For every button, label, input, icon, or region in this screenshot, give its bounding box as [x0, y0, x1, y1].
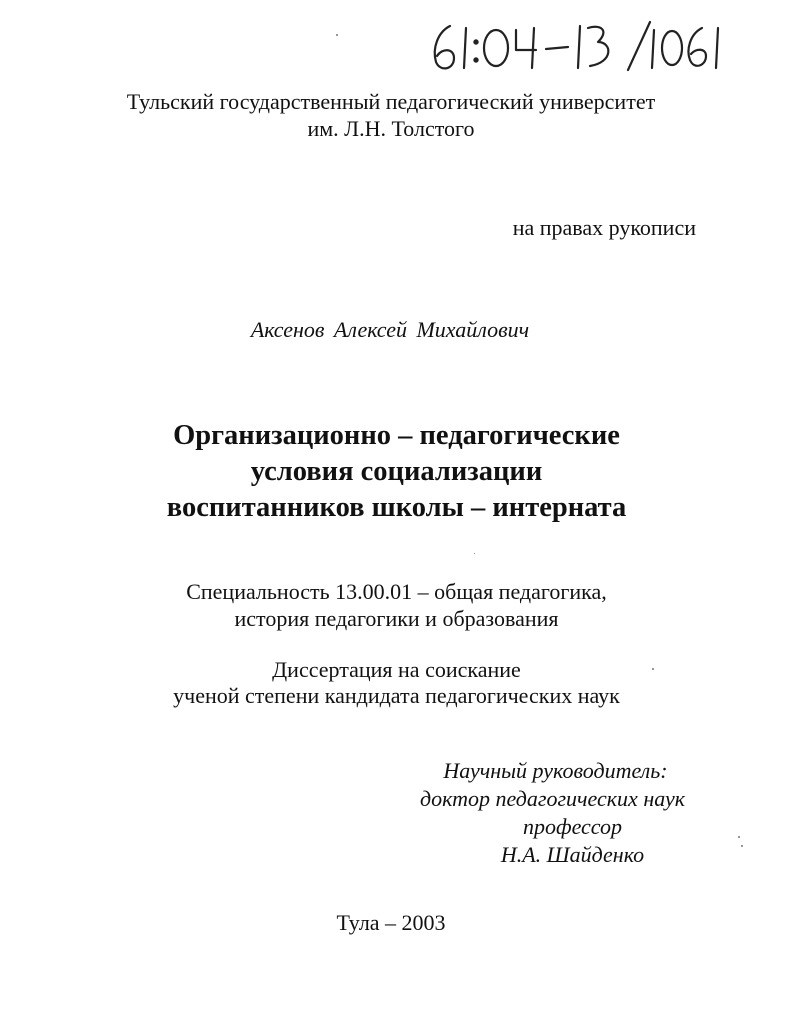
specialty-line-1: Специальность 13.00.01 – общая педагогика, [186, 579, 607, 604]
scan-speck [741, 845, 743, 847]
manuscript-rights-note: на правах рукописи [512, 215, 696, 240]
specialty-line-2: история педагогики и образования [234, 606, 559, 631]
advisor-degree: доктор педагогических наук [420, 786, 685, 811]
title-line-3: воспитанников школы – интерната [166, 492, 627, 523]
scan-speck [652, 668, 654, 670]
degree-line-2: ученой степени кандидата педагогических наук [173, 683, 620, 708]
advisor-rank: профессор [522, 814, 623, 839]
specialty-block [0, 578, 793, 632]
scan-speck [336, 34, 338, 36]
advisor-role: Научный руководитель: [443, 758, 668, 783]
handwritten-number-drawing [428, 18, 728, 73]
scan-speck [474, 553, 475, 554]
city-year: Тула – 2003 [336, 910, 446, 935]
title-line-1: Организационно – педагогические [173, 420, 620, 451]
scan-speck [738, 836, 740, 838]
university-named-after: им. Л.Н. Толстого [307, 116, 475, 141]
advisor-name: Н.А. Шайденко [500, 842, 645, 867]
author-name: Аксенов Алексей Михайлович [250, 317, 530, 342]
title-line-2: условия социализации [250, 456, 543, 487]
dissertation-title [0, 418, 793, 526]
university-block [0, 88, 782, 142]
handwritten-catalog-number [428, 18, 728, 73]
degree-block [0, 657, 793, 709]
scientific-advisor-block [385, 757, 720, 869]
degree-line-1: Диссертация на соискание [272, 657, 521, 682]
university-name: Тульский государственный педагогический университет [126, 89, 656, 114]
